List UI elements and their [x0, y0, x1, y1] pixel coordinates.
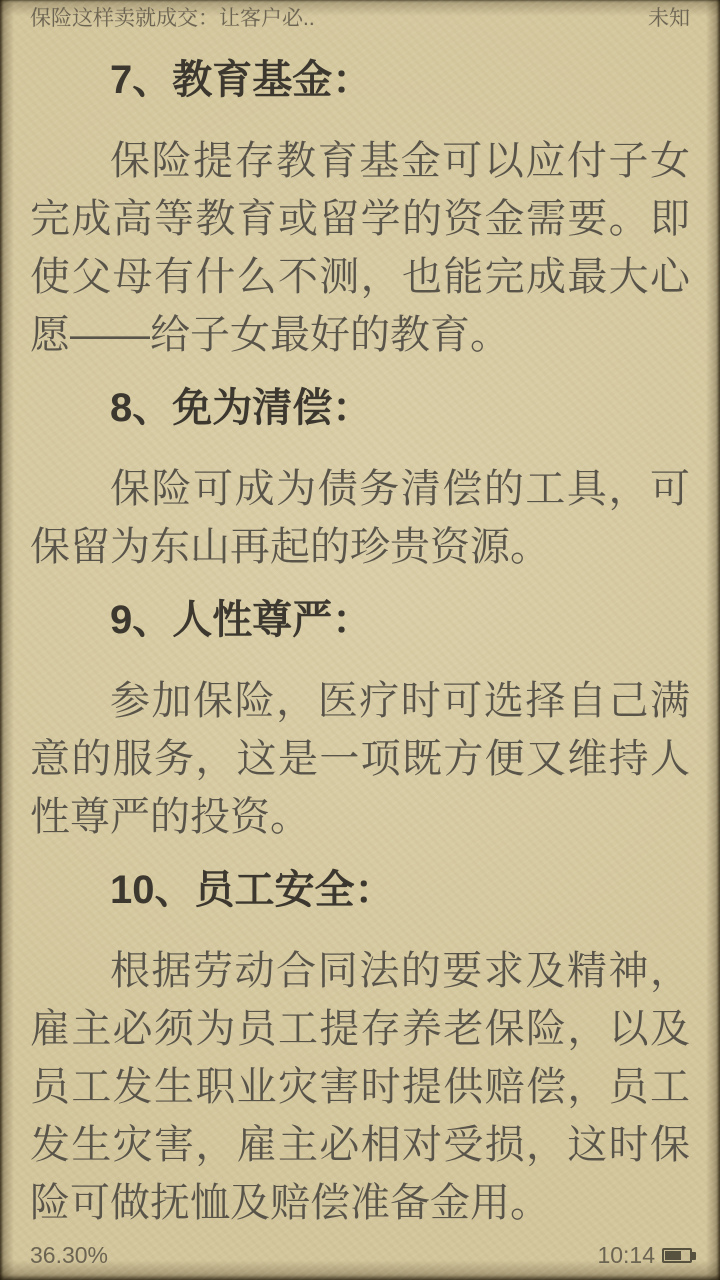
section-paragraph-8: 保险可成为债务清偿的工具，可保留为东山再起的珍贵资源。	[30, 467, 690, 569]
footer-right	[597, 1242, 692, 1268]
book-author-status: 未知	[648, 7, 690, 30]
section-heading-7: 7、教育基金：	[110, 58, 373, 102]
section-paragraph-9: 参加保险，医疗时可选择自己满意的服务，这是一项既方便又维持人性尊严的投资。	[30, 679, 690, 839]
section-heading-8: 8、免为清偿：	[110, 386, 373, 430]
battery-icon	[662, 1248, 692, 1263]
section-heading-9: 9、人性尊严：	[110, 598, 373, 642]
section-paragraph-7: 保险提存教育基金可以应付子女完成高等教育或留学的资金需要。即使父母有什么不测，也能完成最大心愿——给子女最好的教育。	[30, 139, 690, 357]
reader-page-content[interactable]	[30, 52, 690, 1232]
reader-header	[0, 0, 720, 40]
section-heading-10: 10、员工安全：	[110, 868, 395, 912]
book-title: 保险这样卖就成交：让客户必..	[30, 7, 315, 30]
battery-fill	[665, 1251, 681, 1260]
reader-footer	[0, 1236, 720, 1280]
section-paragraph-10: 根据劳动合同法的要求及精神，雇主必须为员工提存养老保险，以及员工发生职业灾害时提供赔偿，员工发生灾害，雇主必相对受损，这时保险可做抚恤及赔偿准备金用。	[30, 949, 690, 1225]
reading-progress: 36.30%	[30, 1242, 109, 1268]
clock-time: 10:14	[597, 1242, 655, 1268]
